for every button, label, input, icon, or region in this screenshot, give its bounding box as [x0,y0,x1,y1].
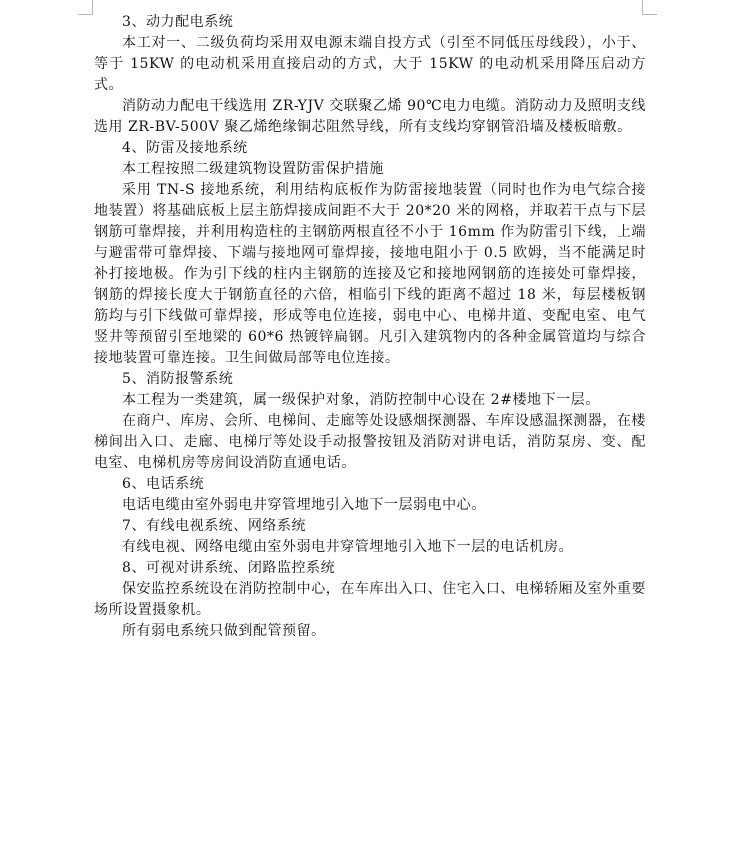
paragraph-power-supply: 本工对一、二级负荷均采用双电源末端自投方式（引至不同低压母线段），小于、等于 15KW 的电动机采用直接启动的方式，大于 15KW 的电动机采用降压启动方式。 [94,35,646,93]
heading-fire-alarm: 5、消防报警系统 [122,371,234,387]
heading-power-distribution: 3、动力配电系统 [122,14,234,30]
heading-lightning-grounding: 4、防雷及接地系统 [122,140,248,156]
paragraph-security-monitoring: 保安监控系统设在消防控制中心，在车库出入口、住宅入口、电梯轿厢及室外重要场所设置摄象机。 [94,581,646,618]
paragraph-grounding-system: 采用 TN-S 接地系统，利用结构底板作为防雷接地装置（同时也作为电气综合接地装置）将基础底板上层主筋焊接成间距不大于 20*20 米的网格，并取若干点与下层钢筋可靠焊接，并利用构造柱的主钢筋两根直径不小于 16mm 作为防雷引下线，上端与避雷带可靠焊接、下端与接地网可靠焊接，接地电阻小于 0.5 欧姆，当不能满足时补打接地极。作为引下线的柱内主钢筋的连接及它和接地网钢筋的连接处可靠焊接，钢筋的焊接长度大于钢筋直径的六倍，相临引下线的距离不超过 18 米，每层楼板钢筋均与引下线做可靠焊接，形成等电位连接，弱电中心、电梯井道、变配电室、电气竖井等预留引至地梁的 60*6 热镀锌扁钢。凡引入建筑物内的各种金属管道均与综合接地装置可靠连接。卫生间做局部等电位连接。 [94,182,646,366]
document-body [94,12,646,642]
paragraph-tv-network-cable: 有线电视、网络电缆由室外弱电井穿管埋地引入地下一层的电话机房。 [122,539,574,555]
paragraph-fire-power-cables: 消防动力配电干线选用 ZR-YJV 交联聚乙烯 90℃电力电缆。消防动力及照明支线选用 ZR-BV-500V 聚乙烯绝缘铜芯阻然导线，所有支线均穿钢管沿墙及楼板暗敷。 [94,98,646,135]
paragraph-detectors: 在商户、库房、会所、电梯间、走廊等处设感烟探测器、车库设感温探测器，在楼梯间出入口、走廊、电梯厅等处设手动报警按钮及消防对讲电话，消防泵房、变、配电室、电梯机房等房间设消防直通电话。 [94,413,646,471]
paragraph-fire-control-center: 本工程为一类建筑，属一级保护对象，消防控制中心设在 2#楼地下一层。 [122,392,600,408]
page-corner-mark-left [78,0,93,15]
heading-telephone: 6、电话系统 [122,476,205,492]
heading-intercom-cctv: 8、可视对讲系统、闭路监控系统 [122,560,336,576]
heading-cable-tv-network: 7、有线电视系统、网络系统 [122,518,307,534]
paragraph-lightning-protection: 本工程按照二级建筑物设置防雷保护措施 [122,161,384,177]
paragraph-telephone-cable: 电话电缆由室外弱电井穿管埋地引入地下一层弱电中心。 [122,497,486,513]
paragraph-weak-current-reserve: 所有弱电系统只做到配管预留。 [122,623,326,639]
